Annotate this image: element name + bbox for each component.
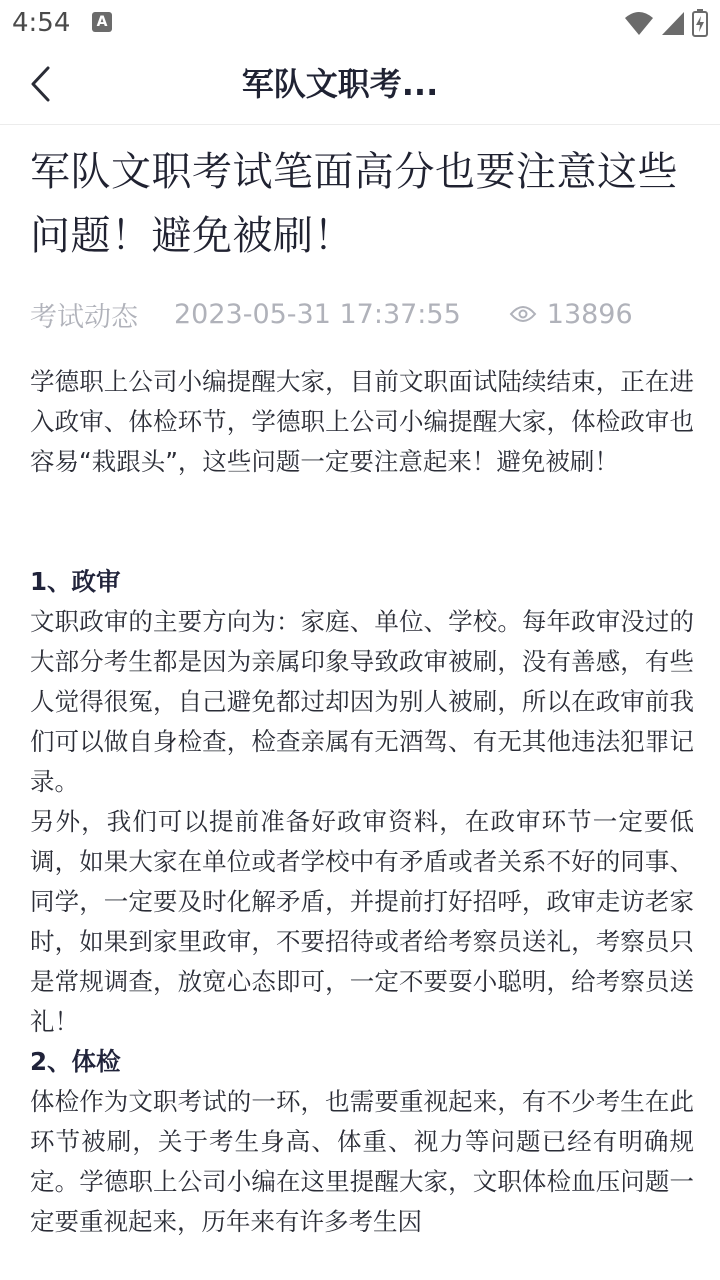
article-content	[30, 140, 694, 1242]
wifi-icon	[624, 10, 654, 36]
article-title: 军队文职考试笔面高分也要注意这些问题！避免被刷！	[30, 149, 678, 259]
spacer	[30, 482, 694, 562]
article-intro: 学德职上公司小编提醒大家，目前文职面试陆续结束，正在进入政审、体检环节，学德职上公司小编提醒大家，体检政审也容易“栽跟头”，这些问题一定要注意起来！避免被刷！	[30, 367, 694, 476]
app-header	[0, 48, 720, 125]
view-count	[509, 299, 633, 330]
chevron-left-icon	[28, 65, 52, 103]
article-date: 2023-05-31 17:37:55	[174, 298, 461, 330]
section-paragraph: 体检作为文职考试的一环，也需要重视起来，有不少考生在此环节被刷，关于考生身高、体重、视力等问题已经有明确规定。学德职上公司小编在这里提醒大家，文职体检血压问题一定要重视起来，历年来有许多考生因	[30, 1087, 694, 1236]
view-count-value: 13896	[546, 298, 633, 330]
section-heading-health: 2、体检	[30, 1047, 121, 1076]
signal-icon	[660, 10, 686, 36]
article-meta	[30, 294, 694, 334]
status-time: 4:54	[12, 8, 71, 38]
section-paragraph: 文职政审的主要方向为：家庭、单位、学校。每年政审没过的大部分考生都是因为亲属印象导致政审被刷，没有善感，有些人觉得很冤，自己避免都过却因为别人被刷，所以在政审前我们可以做自身检查，检查亲属有无酒驾、有无其他违法犯罪记录。	[30, 607, 694, 796]
battery-icon	[692, 9, 708, 37]
article-body	[30, 362, 694, 1242]
status-icons	[624, 8, 708, 38]
back-button[interactable]	[18, 62, 62, 106]
notification-icon: A	[92, 12, 112, 32]
article-category[interactable]: 考试动态	[30, 301, 138, 333]
section-paragraph: 另外，我们可以提前准备好政审资料，在政审环节一定要低调，如果大家在单位或者学校中有矛盾或者关系不好的同事、同学，一定要及时化解矛盾，并提前打好招呼，政审走访老家时，如果到家里政审，不要招待或者给考察员送礼，考察员只是常规调查，放宽心态即可，一定不要耍小聪明，给考察员送礼！	[30, 807, 694, 1036]
page-title: 军队文职考...	[241, 65, 439, 103]
eye-icon	[509, 304, 537, 324]
status-bar	[0, 0, 720, 48]
section-heading-politics: 1、政审	[30, 567, 121, 596]
